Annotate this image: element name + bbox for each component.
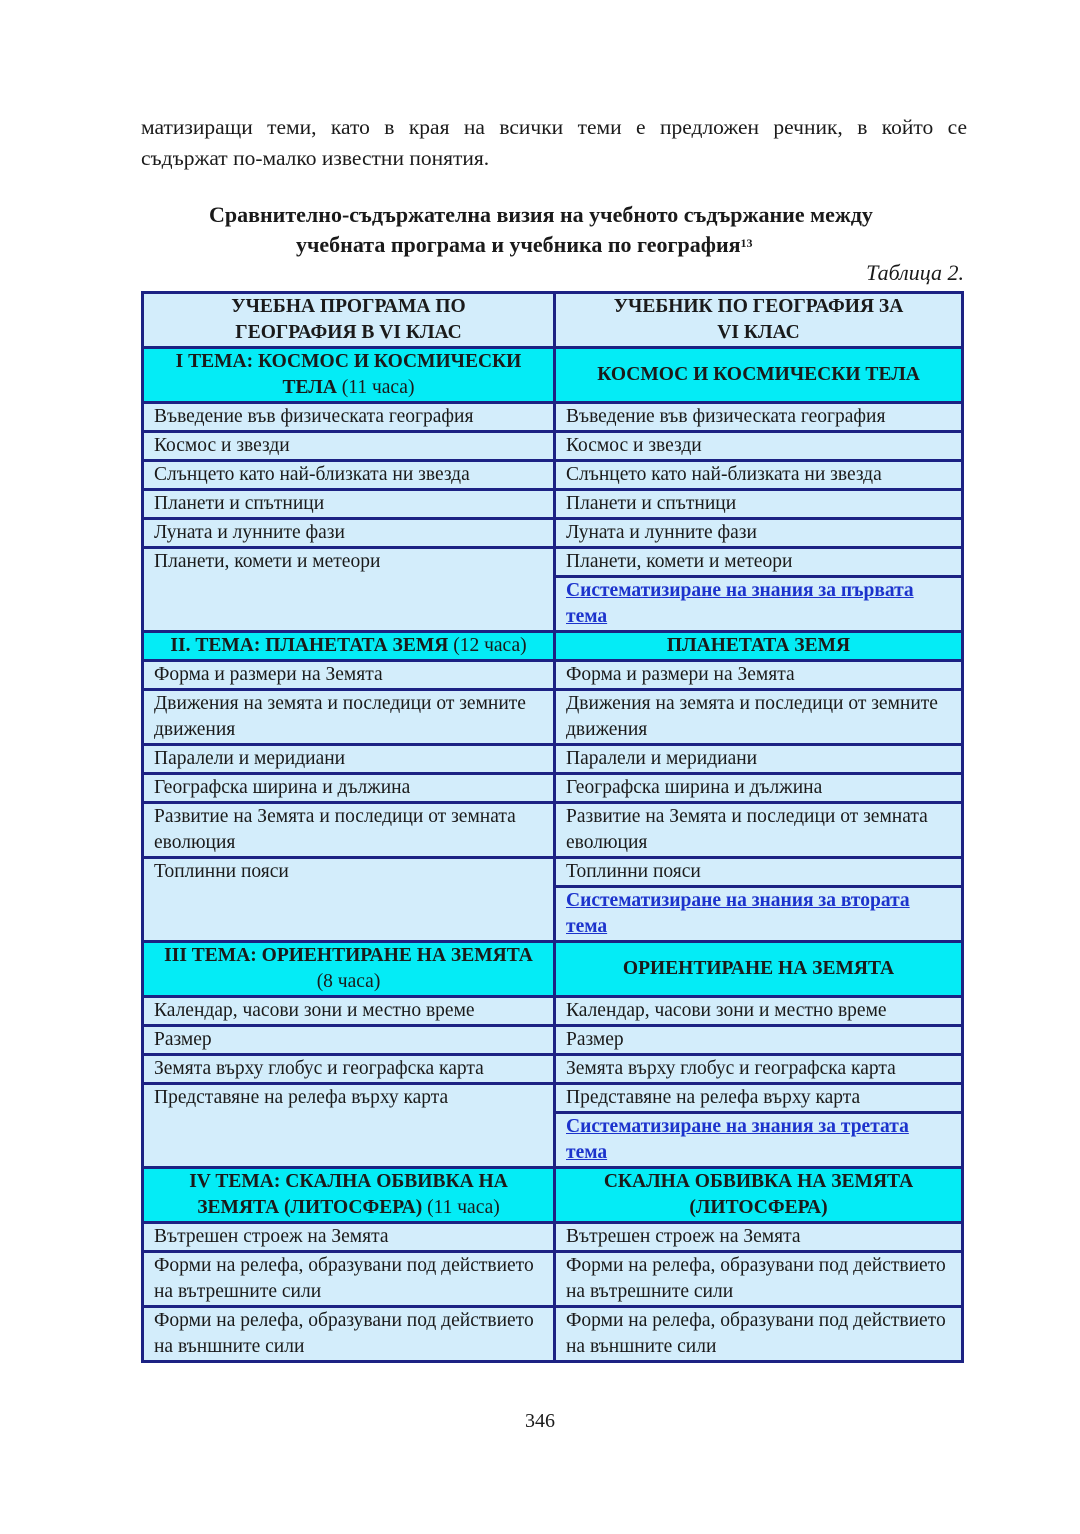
table-row xyxy=(143,548,963,577)
textbook-cell: Размер xyxy=(555,1026,963,1055)
table-row xyxy=(143,661,963,690)
topic-4-textbook: СКАЛНА ОБВИВКА НА ЗЕМЯТА (ЛИТОСФЕРА) xyxy=(555,1168,963,1223)
page-number: 346 xyxy=(525,1410,555,1432)
textbook-cell: Слънцето като най-близката ни звезда xyxy=(555,461,963,490)
topic-row-1 xyxy=(143,348,963,403)
textbook-cell: Форма и размери на Земята xyxy=(555,661,963,690)
systematize-link-1[interactable]: Систематизиране на знания за първата тема xyxy=(566,580,914,627)
textbook-cell: Топлинни пояси xyxy=(555,858,963,887)
table-caption: Таблица 2. xyxy=(866,260,964,285)
textbook-cell: Въведение във физическата география xyxy=(555,403,963,432)
topic-1-textbook: КОСМОС И КОСМИЧЕСКИ ТЕЛА xyxy=(555,348,963,403)
textbook-cell: Паралели и меридиани xyxy=(555,745,963,774)
topic-1-hours: (11 часа) xyxy=(341,377,415,398)
textbook-cell: Движения на земята и последици от земните движения xyxy=(555,690,963,745)
textbook-cell: Планети и спътници xyxy=(555,490,963,519)
curriculum-cell: Космос и звезди xyxy=(143,432,555,461)
table-row xyxy=(143,432,963,461)
curriculum-cell: Въведение във физическата география xyxy=(143,403,555,432)
topic-1-title: I ТЕМА: КОСМОС И КОСМИЧЕСКИ ТЕЛА xyxy=(175,351,522,398)
curriculum-cell: Слънцето като най-близката ни звезда xyxy=(143,461,555,490)
table-title xyxy=(141,200,967,260)
topic-3-hours: (8 часа) xyxy=(316,971,381,992)
table-title-line-2-text: учебната програма и учебника по география xyxy=(296,232,741,257)
textbook-cell: Географска ширина и дължина xyxy=(555,774,963,803)
comparison-table xyxy=(141,291,964,1363)
textbook-cell: Космос и звезди xyxy=(555,432,963,461)
topic-4-hours: (11 часа) xyxy=(427,1197,500,1218)
table-row xyxy=(143,858,963,887)
textbook-cell: Луната и лунните фази xyxy=(555,519,963,548)
table-row xyxy=(143,690,963,745)
table-row xyxy=(143,519,963,548)
textbook-cell: Планети, комети и метеори xyxy=(555,548,963,577)
table-row xyxy=(143,1252,963,1307)
curriculum-cell: Представяне на релефа върху карта xyxy=(143,1084,555,1168)
curriculum-cell: Вътрешен строеж на Земята xyxy=(143,1223,555,1252)
header-curriculum xyxy=(143,293,555,348)
table-row xyxy=(143,803,963,858)
textbook-cell: Земята върху глобус и географска карта xyxy=(555,1055,963,1084)
curriculum-cell: Календар, часови зони и местно време xyxy=(143,997,555,1026)
topic-row-2 xyxy=(143,632,963,661)
textbook-cell xyxy=(555,887,963,942)
table-row xyxy=(143,403,963,432)
topic-4-title: IV ТЕМА: СКАЛНА ОБВИВКА НА ЗЕМЯТА (ЛИТОСФЕРА) xyxy=(189,1171,508,1218)
topic-3-curriculum xyxy=(143,942,555,997)
curriculum-cell: Размер xyxy=(143,1026,555,1055)
systematize-link-3[interactable]: Систематизиране на знания за третата тема xyxy=(566,1116,909,1163)
curriculum-cell: Развитие на Земята и последици от земната еволюция xyxy=(143,803,555,858)
textbook-cell: Форми на релефа, образувани под действието на външните сили xyxy=(555,1307,963,1362)
intro-line-1: матизиращи теми, като в края на всички теми е предложен речник, в който се xyxy=(141,115,967,139)
table-row xyxy=(143,774,963,803)
curriculum-cell: Топлинни пояси xyxy=(143,858,555,942)
topic-row-4 xyxy=(143,1168,963,1223)
table-row xyxy=(143,997,963,1026)
curriculum-cell: Географска ширина и дължина xyxy=(143,774,555,803)
systematize-link-2[interactable]: Систематизиране на знания за втората тема xyxy=(566,890,910,937)
textbook-cell: Развитие на Земята и последици от земната еволюция xyxy=(555,803,963,858)
table-header-row xyxy=(143,293,963,348)
textbook-cell: Вътрешен строеж на Земята xyxy=(555,1223,963,1252)
topic-3-textbook: ОРИЕНТИРАНЕ НА ЗЕМЯТА xyxy=(555,942,963,997)
table-row xyxy=(143,1307,963,1362)
table-row xyxy=(143,1026,963,1055)
table-title-line-1: Сравнително-съдържателна визия на учебното съдържание между xyxy=(209,202,873,227)
table-row xyxy=(143,461,963,490)
curriculum-cell: Форма и размери на Земята xyxy=(143,661,555,690)
curriculum-cell: Земята върху глобус и географска карта xyxy=(143,1055,555,1084)
intro-line-2: съдържат по-малко известни понятия. xyxy=(141,146,490,170)
topic-2-curriculum xyxy=(143,632,555,661)
table-title-line-2 xyxy=(141,230,967,260)
table-row xyxy=(143,745,963,774)
textbook-cell xyxy=(555,577,963,632)
textbook-cell: Форми на релефа, образувани под действието на вътрешните сили xyxy=(555,1252,963,1307)
header-left-line-1: УЧЕБНА ПРОГРАМА ПО xyxy=(231,296,466,317)
intro-paragraph xyxy=(141,112,967,174)
header-right-line-2: VI КЛАС xyxy=(717,322,800,343)
topic-2-hours: (12 часа) xyxy=(453,635,527,656)
curriculum-cell: Луната и лунните фази xyxy=(143,519,555,548)
curriculum-cell: Планети, комети и метеори xyxy=(143,548,555,632)
topic-3-title: III ТЕМА: ОРИЕНТИРАНЕ НА ЗЕМЯТА xyxy=(164,945,533,966)
footnote-marker: 13 xyxy=(740,236,753,250)
textbook-cell: Календар, часови зони и местно време xyxy=(555,997,963,1026)
curriculum-cell: Форми на релефа, образувани под действието на вътрешните сили xyxy=(143,1252,555,1307)
header-left-line-2: ГЕОГРАФИЯ В VI КЛАС xyxy=(235,322,462,343)
curriculum-cell: Движения на земята и последици от земните движения xyxy=(143,690,555,745)
textbook-cell: Представяне на релефа върху карта xyxy=(555,1084,963,1113)
curriculum-cell: Форми на релефа, образувани под действието на външните сили xyxy=(143,1307,555,1362)
header-right-line-1: УЧЕБНИК ПО ГЕОГРАФИЯ ЗА xyxy=(613,296,904,317)
topic-2-textbook: ПЛАНЕТАТА ЗЕМЯ xyxy=(555,632,963,661)
curriculum-cell: Планети и спътници xyxy=(143,490,555,519)
topic-1-curriculum xyxy=(143,348,555,403)
textbook-cell xyxy=(555,1113,963,1168)
table-row xyxy=(143,1055,963,1084)
table-row xyxy=(143,1223,963,1252)
header-textbook xyxy=(555,293,963,348)
topic-4-curriculum xyxy=(143,1168,555,1223)
topic-2-title: II. ТЕМА: ПЛАНЕТАТА ЗЕМЯ xyxy=(170,635,449,656)
table-row xyxy=(143,1084,963,1113)
table-row xyxy=(143,490,963,519)
topic-row-3 xyxy=(143,942,963,997)
curriculum-cell: Паралели и меридиани xyxy=(143,745,555,774)
